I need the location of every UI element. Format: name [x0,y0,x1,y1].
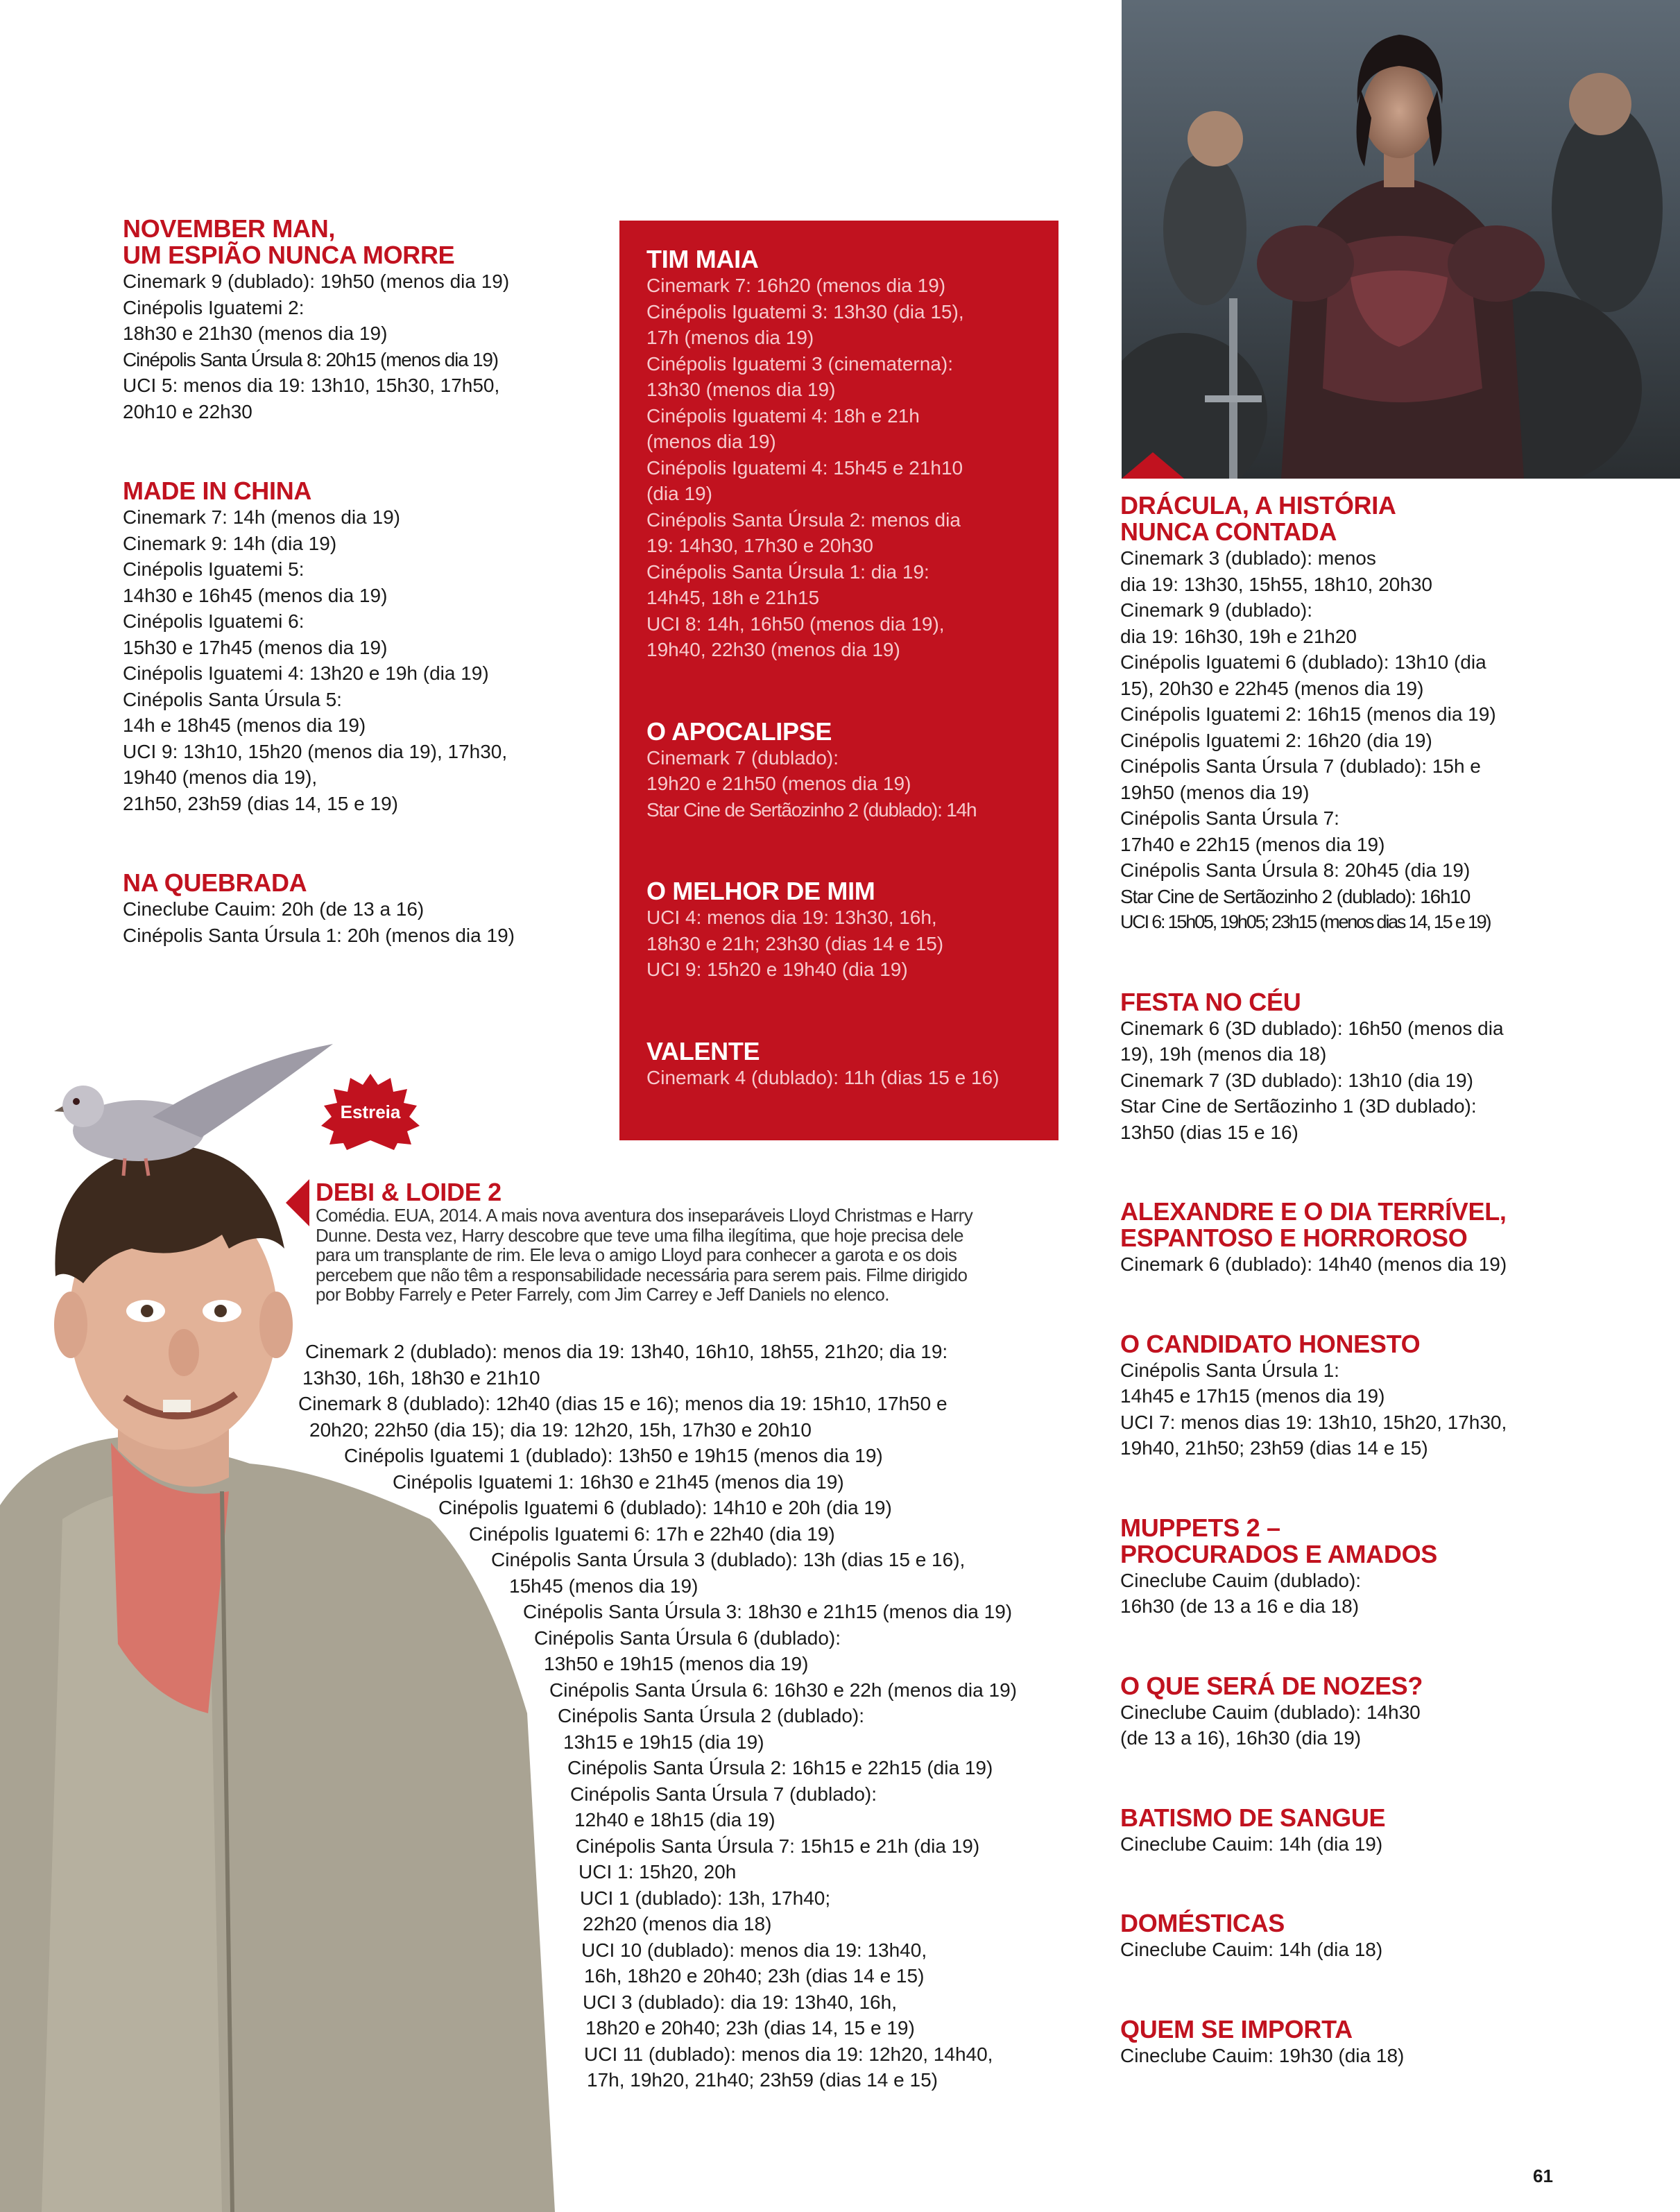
listing-o-que-sera-de-nozes [1120,1673,1507,1751]
showtime-line: Cinépolis Iguatemi 4: 15h45 e 21h10 [646,456,963,479]
showtime-line: Cinépolis Iguatemi 1: 16h30 e 21h45 (menos dia 19) [393,1471,844,1493]
showtime-line: Cinemark 9 (dublado): 19h50 (menos dia 19) [123,271,510,292]
listing-valente [646,1038,999,1091]
showtime-line: UCI 6: 15h05, 19h05; 23h15 (menos dias 14, 15 e 19) [1120,911,1491,932]
showtime-line: 14h30 e 16h45 (menos dia 19) [123,584,388,606]
showtime-line: Cinépolis Iguatemi 6 (dublado): 13h10 (dia [1120,651,1486,673]
showtime-line: Cinépolis Santa Úrsula 5: [123,688,342,710]
showtime-line: Cinemark 6 (dublado): 14h40 (menos dia 19) [1120,1253,1507,1275]
listing-tim-maia [646,246,999,663]
showtime-line: Cinemark 4 (dublado): 11h (dias 15 e 16) [646,1066,1000,1088]
description-line: para um transplante de rim. Ele leva o amigo Lloyd para conhecer a garota e os dois [316,1244,957,1265]
showtime-line: 13h30, 16h, 18h30 e 21h10 [302,1366,540,1389]
listing-title: DRÁCULA, A HISTÓRIA [1120,491,1396,520]
showtime-line: Cinépolis Iguatemi 2: 16h15 (menos dia 19) [1120,703,1496,725]
showtime-line: UCI 8: 14h, 16h50 (menos dia 19), [646,612,945,635]
estreia-badge-label: Estreia [340,1101,401,1122]
showtime-line: Cinemark 3 (dublado): menos [1120,547,1376,569]
showtime-line: Cineclube Cauim: 14h (dia 19) [1120,1833,1383,1855]
showtime-line: Cinemark 8 (dublado): 12h40 (dias 15 e 16); menos dia 19: 15h10, 17h50 e [298,1393,948,1414]
showtime-line: 18h30 e 21h; 23h30 (dias 14 e 15) [646,932,944,954]
listing-november-man [123,216,515,425]
listing-title: O APOCALIPSE [646,717,832,746]
showtime-line: Cineclube Cauim: 20h (de 13 a 16) [123,898,425,920]
showtime-line: Cinépolis Santa Úrsula 8: 20h15 (menos dia 19) [123,348,498,370]
showtime-line: 16h30 (de 13 a 16 e dia 18) [1120,1595,1360,1617]
listing-festa-no-ceu [1120,989,1507,1146]
showtime-line: Cinépolis Santa Úrsula 7 (dublado): [570,1783,877,1805]
showtime-line: Cinépolis Santa Úrsula 1: [1120,1359,1339,1381]
showtime-line: Cinépolis Santa Úrsula 8: 20h45 (dia 19) [1120,859,1471,881]
showtime-line: 17h (menos dia 19) [646,327,814,348]
showtime-line: dia 19: 13h30, 15h55, 18h10, 20h30 [1120,573,1432,595]
showtime-line: 20h10 e 22h30 [123,400,252,422]
description-line: Comédia. EUA, 2014. A mais nova aventura dos inseparáveis Lloyd Christmas e Harry [316,1205,973,1226]
listing-batismo-de-sangue [1120,1805,1507,1858]
showtime-line: UCI 9: 15h20 e 19h40 (dia 19) [646,959,908,980]
listing-quem-se-importa [1120,2016,1507,2069]
showtime-line: 18h30 e 21h30 (menos dia 19) [123,323,388,344]
showtime-line: 19h40, 21h50; 23h59 (dias 14 e 15) [1120,1437,1428,1459]
listing-title: DOMÉSTICAS [1120,1909,1285,1937]
showtime-line: dia 19: 16h30, 19h e 21h20 [1120,625,1357,647]
showtime-line: Cinépolis Santa Úrsula 3 (dublado): 13h (dias 15 e 16), [491,1549,966,1570]
debi-loide-showtimes [0,1339,1017,2093]
showtime-line: 14h e 18h45 (menos dia 19) [123,714,366,736]
showtime-line: Cinépolis Iguatemi 4: 18h e 21h [646,404,920,427]
showtime-line: Cinépolis Iguatemi 5: [123,558,305,580]
listing-title: VALENTE [646,1036,760,1065]
showtime-line: UCI 9: 13h10, 15h20 (menos dia 19), 17h30, [123,740,508,762]
debi-loide-description [316,1206,972,1305]
showtime-line: Cinemark 7 (3D dublado): 13h10 (dia 19) [1120,1069,1473,1091]
showtime-line: 13h30 (menos dia 19) [646,379,836,400]
showtime-line: Cinépolis Santa Úrsula 3: 18h30 e 21h15 (menos dia 19) [523,1601,1013,1622]
column-right [1120,492,1507,2068]
listing-title: PROCURADOS E AMADOS [1120,1539,1437,1568]
listing-made-in-china [123,478,515,816]
listing-o-melhor-de-mim [646,878,999,983]
listing-muppets-2 [1120,1515,1507,1620]
showtime-line: 13h15 e 19h15 (dia 19) [563,1731,764,1753]
showtime-line: Cinemark 9: 14h (dia 19) [123,532,337,554]
showtime-line: (dia 19) [646,483,712,504]
showtime-line: 19: 14h30, 17h30 e 20h30 [646,535,873,556]
showtime-line: Cineclube Cauim (dublado): 14h30 [1120,1701,1421,1723]
showtime-line: Cinépolis Santa Úrsula 2: 16h15 e 22h15 (dia 19) [567,1757,993,1778]
showtime-line: Cinépolis Santa Úrsula 7: [1120,807,1339,829]
showtime-line: 13h50 (dias 15 e 16) [1120,1121,1298,1143]
page-number: 61 [1533,2166,1553,2186]
showtime-line: Cinépolis Iguatemi 1 (dublado): 13h50 e 19h15 (menos dia 19) [344,1445,883,1466]
listing-title: DEBI & LOIDE 2 [316,1178,502,1206]
listing-title: MUPPETS 2 – [1120,1513,1280,1542]
showtime-line: 17h40 e 22h15 (menos dia 19) [1120,833,1385,855]
dracula-triangle-marker [1122,452,1184,479]
showtime-line: UCI 10 (dublado): menos dia 19: 13h40, [581,1939,927,1961]
showtime-line: Cinemark 9 (dublado): [1120,599,1313,621]
showtime-line: 16h, 18h20 e 20h40; 23h (dias 14 e 15) [584,1965,925,1987]
listing-title: FESTA NO CÉU [1120,987,1301,1016]
listing-o-apocalipse [646,719,999,823]
showtime-line: UCI 7: menos dias 19: 13h10, 15h20, 17h30, [1120,1411,1507,1433]
listing-title: ALEXANDRE E O DIA TERRÍVEL, [1120,1197,1507,1226]
listing-title: TIM MAIA [646,245,759,273]
listing-title: BATISMO DE SANGUE [1120,1803,1386,1832]
showtime-line: UCI 3 (dublado): dia 19: 13h40, 16h, [583,1991,897,2013]
listing-debi-loide [316,1179,502,1206]
showtime-line: 15h30 e 17h45 (menos dia 19) [123,636,388,658]
showtime-line: Cinépolis Santa Úrsula 7 (dublado): 15h e [1120,755,1481,777]
listing-title: QUEM SE IMPORTA [1120,2014,1353,2043]
showtime-line: 12h40 e 18h15 (dia 19) [574,1809,775,1831]
showtime-line: Cinépolis Iguatemi 3: 13h30 (dia 15), [646,300,964,323]
description-line: por Bobby Farrely e Peter Farrely, com Jim Carrey e Jeff Daniels no elenco. [316,1284,889,1305]
listing-title: UM ESPIÃO NUNCA MORRE [123,241,455,269]
showtime-line: Cinemark 7: 16h20 (menos dia 19) [646,275,946,296]
dracula-photo [1122,0,1680,479]
listing-title: O QUE SERÁ DE NOZES? [1120,1671,1423,1700]
listing-o-candidato-honesto [1120,1331,1507,1461]
listing-title: NOVEMBER MAN, [123,214,336,243]
showtime-line: Star Cine de Sertãozinho 2 (dublado): 16h10 [1120,885,1471,907]
showtime-line: Cinépolis Iguatemi 2: [123,296,305,318]
showtime-line: Cinépolis Santa Úrsula 1: dia 19: [646,560,929,583]
showtime-line: Cinépolis Santa Úrsula 7: 15h15 e 21h (dia 19) [576,1835,980,1857]
showtime-line: Cinépolis Santa Úrsula 1: 20h (menos dia 19) [123,924,515,946]
showtime-line: Cineclube Cauim: 14h (dia 18) [1120,1939,1383,1960]
showtime-line: 14h45 e 17h15 (menos dia 19) [1120,1385,1385,1407]
showtime-line: Cinépolis Santa Úrsula 6 (dublado): [534,1627,841,1649]
showtime-line: Cinépolis Iguatemi 6: 17h e 22h40 (dia 19) [469,1523,835,1545]
showtime-line: Cinépolis Iguatemi 3 (cinematerna): [646,352,953,375]
showtime-line: 18h20 e 20h40; 23h (dias 14, 15 e 19) [585,2017,915,2039]
listing-domesticas [1120,1910,1507,1963]
showtime-line: Cinépolis Iguatemi 4: 13h20 e 19h (dia 19) [123,662,489,684]
showtime-line: 13h50 e 19h15 (menos dia 19) [544,1653,809,1674]
showtime-line: UCI 1: 15h20, 20h [578,1861,737,1883]
listing-alexandre [1120,1199,1507,1278]
showtime-line: 19h50 (menos dia 19) [1120,781,1310,803]
listing-title: MADE IN CHINA [123,477,312,505]
showtime-line: UCI 1 (dublado): 13h, 17h40; [580,1887,831,1909]
showtime-line: Cinépolis Iguatemi 6: [123,610,305,632]
column-left [123,216,515,948]
showtime-line: Cinépolis Santa Úrsula 2 (dublado): [558,1705,865,1726]
listing-title: O MELHOR DE MIM [646,877,875,905]
estreia-badge [321,1074,420,1150]
showtime-line: 20h20; 22h50 (dia 15); dia 19: 12h20, 15h, 17h30 e 20h10 [309,1418,812,1441]
listing-dracula [1120,492,1507,936]
description-line: percebem que não têm a responsabilidade necessária para serem pais. Filme dirigido [316,1264,968,1285]
showtime-line: Cinépolis Santa Úrsula 2: menos dia [646,508,961,531]
showtime-line: 22h20 (menos dia 18) [583,1913,772,1935]
showtime-line: UCI 5: menos dia 19: 13h10, 15h30, 17h50, [123,375,500,396]
showtime-line: (menos dia 19) [646,431,776,452]
showtime-line: UCI 11 (dublado): menos dia 19: 12h20, 14h40, [584,2043,993,2065]
showtime-line: 15), 20h30 e 22h45 (menos dia 19) [1120,677,1424,699]
showtime-line: Cinépolis Iguatemi 6 (dublado): 14h10 e 20h (dia 19) [438,1497,892,1518]
description-line: Dunne. Desta vez, Harry descobre que teve uma filha ilegítima, que hoje precisa dele [316,1224,963,1246]
showtime-line: Star Cine de Sertãozinho 1 (3D dublado): [1120,1095,1477,1117]
listing-title: NA QUEBRADA [123,868,307,897]
showtime-line: UCI 4: menos dia 19: 13h30, 16h, [646,907,937,928]
showtime-line: 14h45, 18h e 21h15 [646,587,820,608]
showtime-line: 15h45 (menos dia 19) [509,1575,698,1597]
showtime-line: 19h20 e 21h50 (menos dia 19) [646,773,911,794]
showtime-line: Cinemark 7 (dublado): [646,746,839,769]
debi-triangle-marker [286,1179,309,1226]
showtime-line: 17h, 19h20, 21h40; 23h59 (dias 14 e 15) [587,2069,938,2091]
listing-title: NUNCA CONTADA [1120,517,1337,546]
showtime-line: 19h40, 22h30 (menos dia 19) [646,639,900,660]
showtime-line: Cineclube Cauim (dublado): [1120,1569,1362,1591]
showtime-line: Star Cine de Sertãozinho 2 (dublado): 14h [646,798,977,821]
showtime-line: Cinemark 6 (3D dublado): 16h50 (menos dia [1120,1017,1504,1039]
showtime-line: 19h40 (menos dia 19), [123,766,318,788]
listing-title: O CANDIDATO HONESTO [1120,1329,1421,1358]
listing-title: ESPANTOSO E HORROROSO [1120,1224,1468,1252]
showtime-line: (de 13 a 16), 16h30 (dia 19) [1120,1727,1362,1749]
column-middle [646,246,999,1090]
listing-na-quebrada [123,870,515,948]
showtime-line: Cinépolis Iguatemi 2: 16h20 (dia 19) [1120,729,1432,751]
showtime-line: Cinemark 2 (dublado): menos dia 19: 13h40, 16h10, 18h55, 21h20; dia 19: [305,1341,948,1362]
showtime-line: Cinemark 7: 14h (menos dia 19) [123,506,400,528]
showtime-line: 21h50, 23h59 (dias 14, 15 e 19) [123,792,398,814]
showtime-line: Cinépolis Santa Úrsula 6: 16h30 e 22h (menos dia 19) [549,1679,1017,1701]
showtime-line: 19), 19h (menos dia 18) [1120,1043,1327,1065]
showtime-line: Cineclube Cauim: 19h30 (dia 18) [1120,2044,1405,2066]
